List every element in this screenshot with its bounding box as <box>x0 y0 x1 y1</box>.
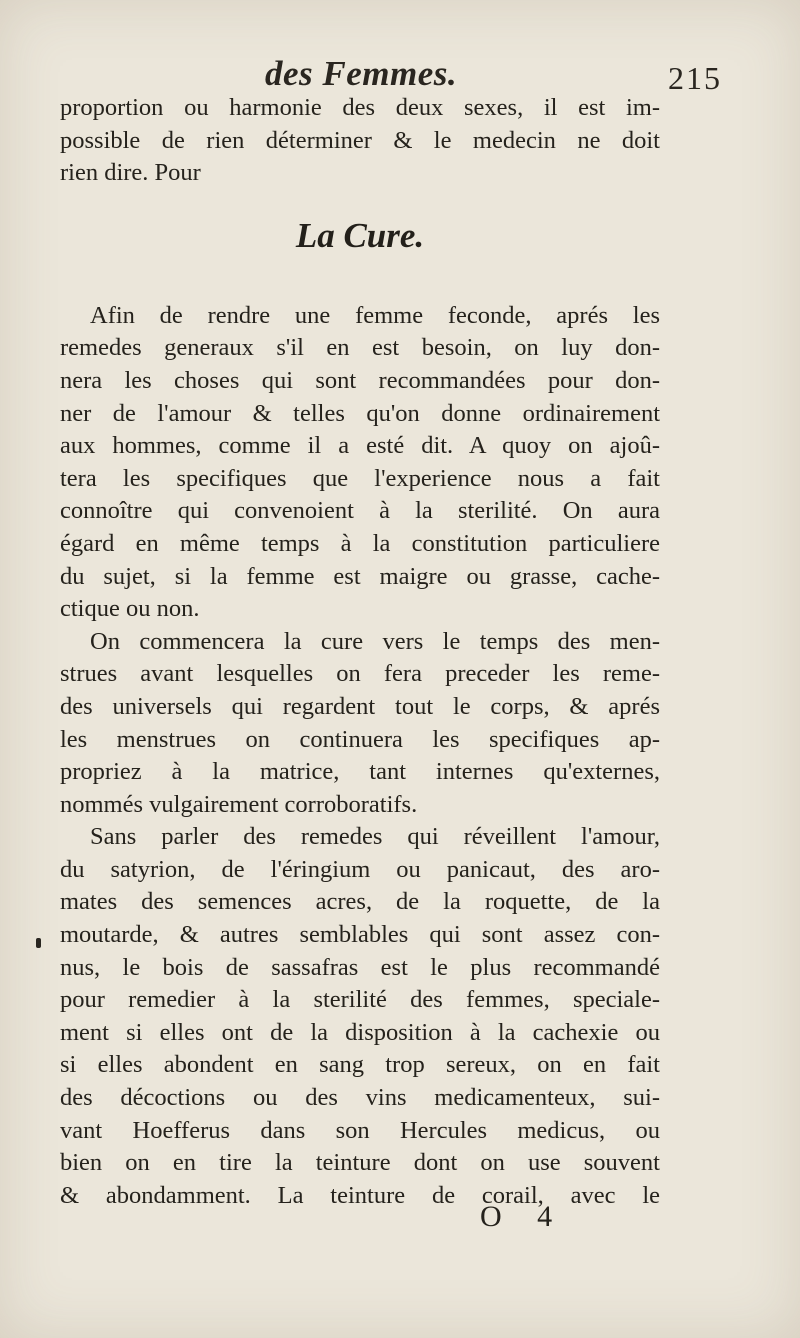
paragraph-2-line: des universels qui regardent tout le corps, & aprés <box>60 692 660 720</box>
paragraph-3-line: du satyrion, de l'éringium ou panicaut, des aro- <box>60 855 660 883</box>
text-line: proportion ou harmonie des deux sexes, il est im- <box>60 94 660 121</box>
paragraph-3-line: moutarde, & autres semblables qui sont assez con- <box>60 921 660 949</box>
paragraph-3-line: bien on en tire la teinture dont on use souvent <box>60 1149 660 1177</box>
paragraph-3-line: si elles abondent en sang trop sereux, on en fait <box>60 1051 660 1079</box>
body-text <box>60 92 660 1212</box>
paragraph-1-line: connoître qui convenoient à la sterilité. On aura <box>60 497 660 525</box>
section-heading: La Cure. <box>295 216 425 255</box>
paragraph-1-line: nera les choses qui sont recommandées pour don- <box>60 366 660 394</box>
paragraph-1-line: ner de l'amour & telles qu'on donne ordinairement <box>60 399 660 427</box>
paragraph-1-line: remedes generaux s'il en est besoin, on luy don- <box>60 334 660 362</box>
paragraph-1-line: tera les specifiques que l'experience nous a fait <box>60 464 660 492</box>
paragraph-3-line: Sans parler des remedes qui réveillent l'amour, <box>90 823 660 851</box>
paragraph-3-line: nus, le bois de sassafras est le plus recommandé <box>60 953 660 981</box>
paragraph-2-line: On commencera la cure vers le temps des men- <box>90 627 660 655</box>
paragraph-2-line: propriez à la matrice, tant internes qu'externes, <box>60 758 660 786</box>
paragraph-1-line: Afin de rendre une femme feconde, aprés les <box>90 301 660 329</box>
paragraph-1-line: aux hommes, comme il a esté dit. A quoy on ajoû- <box>60 432 660 460</box>
signature-mark: O 4 <box>480 1200 567 1233</box>
paragraph-3-line: vant Hoefferus dans son Hercules medicus, ou <box>60 1116 660 1144</box>
paragraph-3-line: des décoctions ou des vins medicamenteux, sui- <box>60 1084 660 1112</box>
paragraph-3-line: pour remedier à la sterilité des femmes, speciale- <box>60 986 660 1014</box>
page-number: 215 <box>668 60 722 96</box>
paragraph-1-line: du sujet, si la femme est maigre ou grasse, cache- <box>60 562 660 590</box>
paragraph-2-line: les menstrues on continuera les specifiques ap- <box>60 725 660 753</box>
paragraph-3-line: & abondamment. La teinture de corail, avec le <box>60 1181 660 1209</box>
text-line: rien dire. Pour <box>60 159 201 187</box>
paragraph-2-line: strues avant lesquelles on fera preceder les reme- <box>60 660 660 688</box>
paragraph-3-line: mates des semences acres, de la roquette, de la <box>60 888 660 916</box>
margin-ink-mark <box>36 938 41 948</box>
running-title: des Femmes. <box>265 54 458 93</box>
paragraph-1-line: ctique ou non. <box>60 595 200 623</box>
text-line: possible de rien déterminer & le medecin ne doit <box>60 126 660 154</box>
paragraph-2-line: nommés vulgairement corroboratifs. <box>60 790 418 818</box>
paragraph-3-line: ment si elles ont de la disposition à la cachexie ou <box>60 1018 660 1046</box>
paragraph-1-line: égard en même temps à la constitution particuliere <box>60 529 660 557</box>
